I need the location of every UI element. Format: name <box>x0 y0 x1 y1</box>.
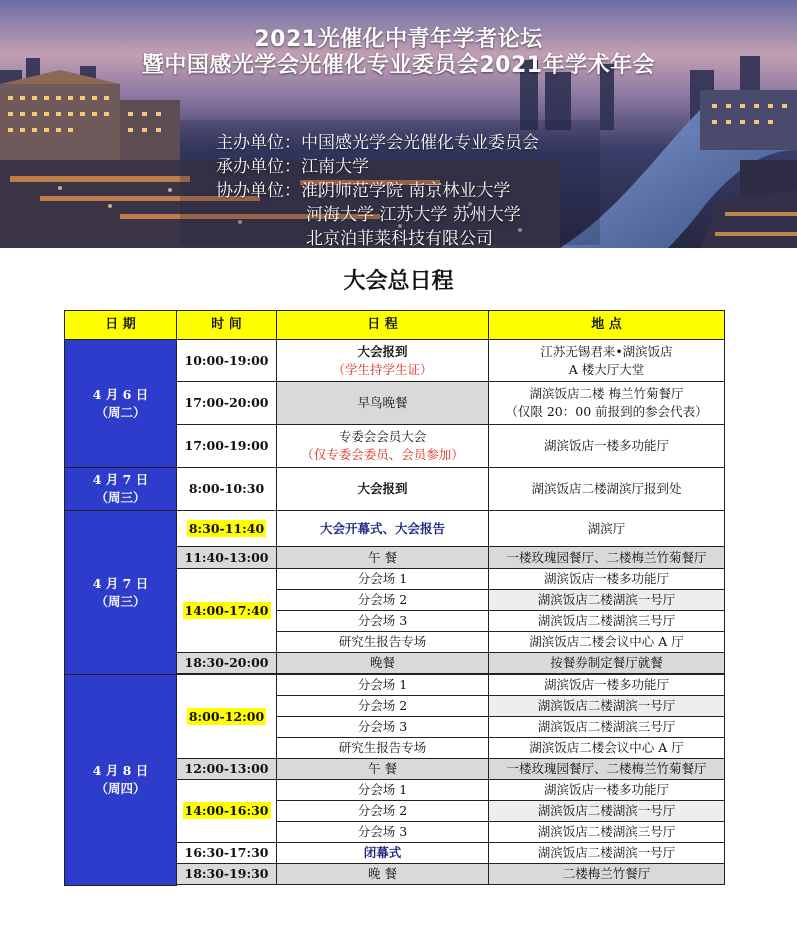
place-cell: 湖滨饭店二楼湖滨一号厅 <box>489 801 725 822</box>
event-cell: 午 餐 <box>277 759 489 780</box>
event-cell: 研究生报告专场 <box>277 738 489 759</box>
event-cell: 分会场 1 <box>277 569 489 590</box>
time-highlight: 14:00-16:30 <box>184 803 269 818</box>
date-label: 4 月 7 日 <box>92 472 149 487</box>
co-organizer-line1: 淮阴师范学院 南京林业大学 <box>301 181 511 201</box>
place-cell: 湖滨饭店二楼会议中心 A 厅 <box>489 632 725 653</box>
time-highlight: 8:00-12:00 <box>188 708 265 724</box>
place-line2: A 楼大厅大堂 <box>568 361 645 377</box>
organizer-row <box>216 152 369 177</box>
event-cell: 分会场 3 <box>277 822 489 843</box>
place-cell: 湖滨饭店二楼湖滨三号厅 <box>489 822 725 843</box>
schedule-table <box>64 310 725 886</box>
header-place: 地 点 <box>489 311 725 340</box>
banner-title-line1: 2021光催化中青年学者论坛 <box>254 27 543 52</box>
place-cell: 按餐券制定餐厅就餐 <box>489 653 725 674</box>
spacer <box>177 885 277 886</box>
header-time: 时 间 <box>177 311 277 340</box>
event-cell: 分会场 2 <box>277 590 489 611</box>
header-event: 日 程 <box>277 311 489 340</box>
table-row <box>65 340 725 382</box>
time-cell: 18:30-20:00 <box>177 653 277 674</box>
spacer <box>277 885 489 886</box>
place-cell <box>489 382 725 425</box>
event-cell: 大会报到 <box>277 468 489 511</box>
event-cell <box>277 425 489 468</box>
place-cell: 湖滨饭店二楼湖滨一号厅 <box>489 843 725 864</box>
time-cell: 12:00-13:00 <box>177 759 277 780</box>
event-cell: 晚 餐 <box>277 864 489 885</box>
page-title: 大会总日程 <box>343 269 454 294</box>
host-row <box>216 128 539 153</box>
date-label: 4 月 7 日 <box>92 575 149 591</box>
place-cell <box>489 340 725 382</box>
banner <box>0 0 797 248</box>
time-cell: 16:30-17:30 <box>177 843 277 864</box>
place-cell: 二楼梅兰竹餐厅 <box>489 864 725 885</box>
event-note: （仅专委会委员、会员参加） <box>301 447 464 462</box>
organizer-label: 承办单位： <box>216 157 301 177</box>
co-organizer-row <box>216 176 510 201</box>
place-cell: 湖滨饭店二楼会议中心 A 厅 <box>489 738 725 759</box>
banner-title-line2: 暨中国感光学会光催化专业委员会2021年学术年会 <box>141 53 656 78</box>
table-row <box>65 468 725 511</box>
time-highlight: 8:30-11:40 <box>188 520 265 536</box>
time-cell: 18:30-19:30 <box>177 864 277 885</box>
place-cell: 湖滨饭店二楼湖滨三号厅 <box>489 611 725 632</box>
place-cell: 湖滨饭店二楼湖滨三号厅 <box>489 717 725 738</box>
event-cell: 分会场 1 <box>277 675 489 696</box>
table-row <box>65 511 725 547</box>
event-cell: 分会场 3 <box>277 717 489 738</box>
co-organizer-line3: 北京泊菲莱科技有限公司 <box>306 229 493 248</box>
place-cell: 湖滨饭店一楼多功能厅 <box>489 780 725 801</box>
date-label: 4 月 6 日 <box>92 386 149 402</box>
place-cell: 湖滨厅 <box>489 511 725 547</box>
event-cell: 大会开幕式、大会报告 <box>277 511 489 547</box>
time-highlight: 14:00-17:40 <box>184 602 269 618</box>
host-value: 中国感光学会光催化专业委员会 <box>301 133 539 153</box>
place-cell: 湖滨饭店二楼湖滨一号厅 <box>489 696 725 717</box>
place-cell: 一楼玫瑰园餐厅、二楼梅兰竹菊餐厅 <box>489 759 725 780</box>
time-cell: 11:40-13:00 <box>177 547 277 569</box>
event-note: （学生持学生证） <box>332 361 433 377</box>
organizer-value: 江南大学 <box>301 157 369 177</box>
time-cell <box>177 569 277 653</box>
place-line2: （仅限 20：00 前报到的参会代表） <box>505 404 708 419</box>
host-label: 主办单位： <box>216 133 301 153</box>
date-cell-apr8 <box>65 675 177 886</box>
spacer <box>489 885 725 886</box>
weekday-label: （周三） <box>95 490 146 505</box>
place-cell: 湖滨饭店一楼多功能厅 <box>489 675 725 696</box>
event-title: 专委会会员大会 <box>338 429 427 444</box>
place-line1: 湖滨饭店二楼 梅兰竹菊餐厅 <box>529 386 684 401</box>
time-cell <box>177 675 277 759</box>
date-cell-apr7 <box>65 511 177 675</box>
place-cell: 湖滨饭店二楼湖滨厅报到处 <box>489 468 725 511</box>
event-title: 大会报到 <box>357 343 408 359</box>
place-cell: 湖滨饭店一楼多功能厅 <box>489 425 725 468</box>
co-organizer-label: 协办单位： <box>216 181 301 201</box>
table-header-row <box>65 311 725 340</box>
event-cell: 晚餐 <box>277 653 489 674</box>
header-date: 日 期 <box>65 311 177 340</box>
event-cell: 闭幕式 <box>277 843 489 864</box>
table-row <box>65 675 725 696</box>
weekday-label: （周二） <box>95 404 146 420</box>
time-cell: 10:00-19:00 <box>177 340 277 382</box>
date-cell-apr7-reg <box>65 468 177 511</box>
event-cell: 午 餐 <box>277 547 489 569</box>
co-organizer-line2: 河海大学 江苏大学 苏州大学 <box>306 205 521 225</box>
event-cell <box>277 340 489 382</box>
place-cell: 一楼玫瑰园餐厅、二楼梅兰竹菊餐厅 <box>489 547 725 569</box>
event-cell: 早鸟晚餐 <box>277 382 489 425</box>
weekday-label: （周三） <box>95 593 146 609</box>
date-cell-apr6 <box>65 340 177 468</box>
event-cell: 分会场 1 <box>277 780 489 801</box>
event-cell: 研究生报告专场 <box>277 632 489 653</box>
place-cell: 湖滨饭店一楼多功能厅 <box>489 569 725 590</box>
time-cell: 17:00-19:00 <box>177 425 277 468</box>
event-cell: 分会场 2 <box>277 696 489 717</box>
event-cell: 分会场 3 <box>277 611 489 632</box>
time-cell <box>177 511 277 547</box>
weekday-label: （周四） <box>95 780 146 796</box>
time-cell: 17:00-20:00 <box>177 382 277 425</box>
date-label: 4 月 8 日 <box>92 762 149 778</box>
time-cell <box>177 780 277 843</box>
time-cell: 8:00-10:30 <box>177 468 277 511</box>
place-cell: 湖滨饭店二楼湖滨一号厅 <box>489 590 725 611</box>
place-line1: 江苏无锡君来•湖滨饭店 <box>540 343 673 359</box>
event-cell: 分会场 2 <box>277 801 489 822</box>
